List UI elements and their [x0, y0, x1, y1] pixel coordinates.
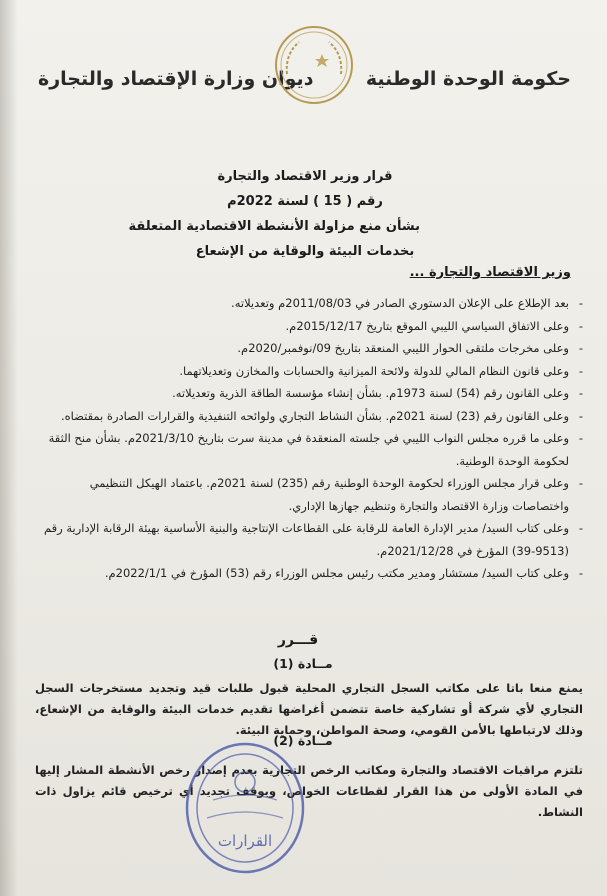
decree-number: رقم ( 15 ) لسنة 2022م	[227, 194, 383, 209]
recital-item: - وعلى ما قرره مجلس النواب الليبي في جلسته المنعقدة في مدينة سرت بتاريخ 2021/3/10م. بشأن منح الثقة لحكومة الوحدة الوطنية.	[35, 427, 583, 472]
recital-item: - وعلى قانون النظام المالي للدولة ولائحة الميزانية والحسابات والمخازن وتعديلاتهما.	[35, 360, 583, 383]
article-2-title: مــادة (2)	[273, 733, 333, 748]
decree-title-block	[128, 164, 420, 264]
minister-heading: وزير الاقتصاد والتجارة ...	[409, 265, 571, 280]
recital-item: - وعلى مخرجات ملتقى الحوار الليبي المنعقد بتاريخ 09/نوفمبر/2020م.	[35, 337, 583, 360]
decree-title: قرار وزير الاقتصاد والتجارة	[217, 169, 393, 184]
stamp-label: القرارات	[217, 832, 273, 850]
recital-item: - وعلى القانون رقم (23) لسنة 2021م. بشأن النشاط التجاري ولوائحه التنفيذية والقرارات الصادرة بمقتضاه.	[35, 405, 583, 428]
article-1-text: يمنع منعا باتا على مكاتب السجل التجاري المحلية قبول طلبات قيد وتجديد مستخرجات السجل التجاري لأي شركة أو تشاركية خاصة تتضمن أغراضها تقديم خدمات البيئة والوقاية من الإشعاع، وذلك لارتباطها بالأمن القومي، وصحة المواطن، وحماية البيئة.	[35, 681, 583, 737]
recitals-list	[35, 292, 583, 585]
ministry-name: ديوان وزارة الإقتصاد والتجارة	[38, 68, 314, 90]
libya-crescent-star-emblem-icon	[273, 24, 355, 106]
article-1-title: مــادة (1)	[273, 656, 333, 671]
recital-item: - وعلى كتاب السيد/ مدير الإدارة العامة للرقابة على القطاعات الإنتاجية والبنية الأساسية بهيئة الرقابة الإدارية رقم (9513-39) المؤرخ في 2021/12/28م.	[35, 517, 583, 562]
recital-item: - وعلى كتاب السيد/ مستشار ومدير مكتب رئيس مجلس الوزراء رقم (53) المؤرخ في 2022/1/1م.	[35, 562, 583, 585]
article-2-text: تلتزم مراقبات الاقتصاد والتجارة ومكاتب الرخص التجارية بعدم إصدار رخص الأنشطة المشار إليها في المادة الأولى من هذا القرار لقطاعات الخواص، ويوقف تجديد أي ترخيص قائم يزاول ذات النشاط.	[35, 763, 583, 819]
recital-item: - وعلى الاتفاق السياسي الليبي الموقع بتاريخ 2015/12/17م.	[35, 315, 583, 338]
recital-item: - بعد الإطلاع على الإعلان الدستوري الصادر في 2011/08/03م وتعديلاته.	[35, 292, 583, 315]
decree-subject-line-2: بخدمات البيئة والوقاية من الإشعاع	[195, 244, 415, 259]
page-edge-shadow	[0, 0, 18, 896]
government-name: حكومة الوحدة الوطنية	[365, 68, 571, 90]
decree-subject-line-1: بشأن منع مزاولة الأنشطة الاقتصادية المتعلقة	[128, 219, 420, 234]
recital-item: - وعلى القانون رقم (54) لسنة 1973م. بشأن إنشاء مؤسسة الطاقة الذرية وتعديلاته.	[35, 382, 583, 405]
recital-item: - وعلى قرار مجلس الوزراء لحكومة الوحدة الوطنية رقم (235) لسنة 2021م. باعتماد الهيكل التنظيمي واختصاصات وزارة الاقتصاد والتجارة وتنظيم جهازها الإداري.	[35, 472, 583, 517]
decision-heading: قـــرر	[277, 632, 319, 648]
official-ministry-stamp-icon	[183, 740, 307, 876]
